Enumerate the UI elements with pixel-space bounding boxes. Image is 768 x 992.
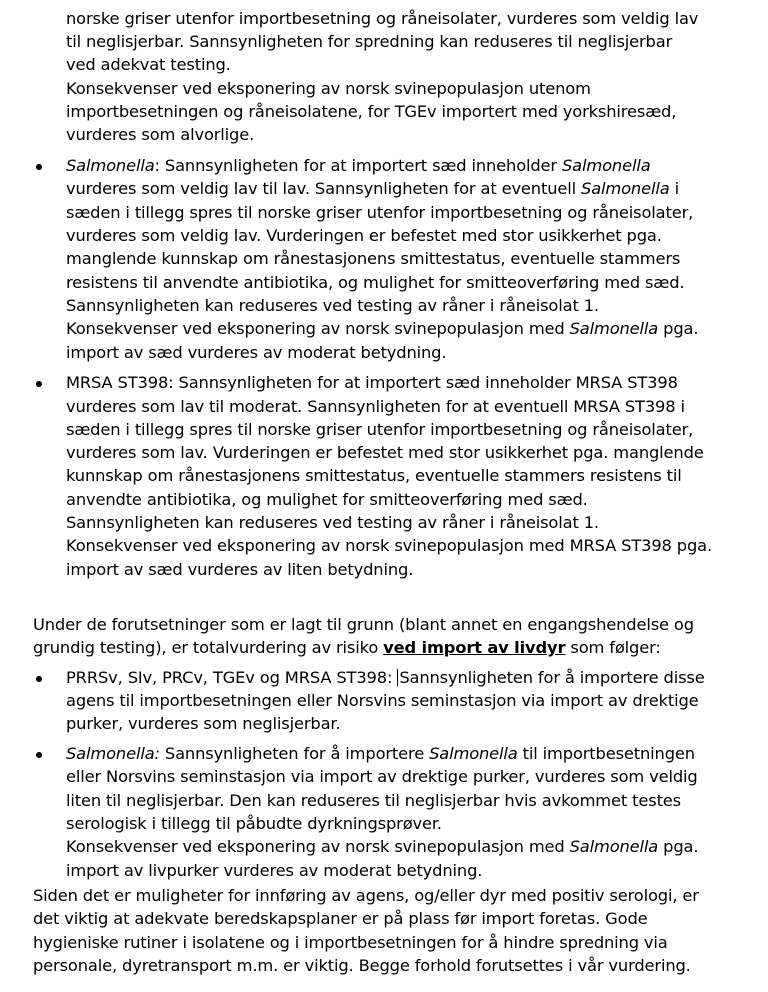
italic-term: Salmonella — [562, 156, 651, 175]
text-line: personale, dyretransport m.m. er viktig. Begge forhold forutsettes i vår vurdering. — [33, 956, 691, 975]
text-line: eller Norsvins seminstasjon via import av drektige purker, vurderes som veldig — [66, 767, 698, 786]
italic-term: Salmonella — [429, 744, 518, 763]
text-line: import av livpurker vurderes av moderat betydning. — [66, 861, 483, 880]
text-line: anvendte antibiotika, og mulighet for smitteoverføring med sæd. — [66, 490, 588, 509]
text-line: vurderes som veldig lav. Vurderingen er befestet med stor usikkerhet pga. — [66, 226, 662, 245]
text-line: import av sæd vurderes av liten betydning. — [66, 560, 414, 579]
text-line: agens til importbesetningen eller Norsvins seminstasjon via import av drektige — [66, 691, 699, 710]
bullet-icon — [36, 381, 42, 387]
text-line: liten til neglisjerbar. Den kan reduseres til neglisjerbar hvis avkommet testes — [66, 791, 682, 810]
text-run: PRRSv, SIv, PRCv, TGEv og MRSA ST398: — [66, 668, 398, 687]
text-line: serologisk i tillegg til påbudte dyrkningsprøver. — [66, 814, 442, 833]
italic-term: Salmonella — [581, 179, 670, 198]
text-line: norske griser utenfor importbesetning og råneisolater, vurderes som veldig lav — [66, 9, 699, 28]
text-line: Konsekvenser ved eksponering av norsk svinepopulasjon utenom — [66, 79, 591, 98]
text-run: til importbesetningen — [517, 744, 695, 763]
text-line: det viktig at adekvate beredskapsplaner er på plass før import foretas. Gode — [33, 909, 648, 928]
text-line: ved adekvat testing. — [66, 55, 231, 74]
italic-term: Salmonella — [569, 837, 659, 856]
text-line: vurderes som alvorlige. — [66, 125, 255, 144]
italic-term: Salmonella: — [66, 744, 160, 763]
text-line — [66, 178, 679, 200]
text-line: Sannsynligheten kan reduseres ved testing av råner i råneisolat 1. — [66, 296, 599, 315]
text-line: purker, vurderes som neglisjerbar. — [66, 714, 341, 733]
text-line: kunnskap om rånestasjonens smittestatus, eventuelle stammers resistens til — [66, 466, 682, 485]
text-run: pga. — [658, 837, 699, 856]
text-line: vurderes som lav til moderat. Sannsynligheten for at eventuell MRSA ST398 i — [66, 397, 685, 416]
text-line — [33, 637, 661, 659]
italic-term: Salmonella — [66, 156, 155, 175]
text-run: grundig testing), er totalvurdering av risiko — [33, 638, 384, 657]
text-run: i — [669, 179, 679, 198]
text-line: Under de forutsetninger som er lagt til grunn (blant annet en engangshendelse og — [33, 615, 694, 634]
text-run: Konsekvenser ved eksponering av norsk svinepopulasjon med — [66, 837, 570, 856]
text-line — [66, 318, 698, 340]
bullet-icon — [36, 164, 42, 170]
text-line: sæden i tillegg spres til norske griser utenfor importbesetning og råneisolater, — [66, 420, 694, 439]
bullet-icon — [36, 676, 42, 682]
text-line: Siden det er muligheter for innføring av agens, og/eller dyr med positiv serologi, er — [33, 886, 699, 905]
text-line — [66, 667, 705, 689]
text-line — [66, 155, 651, 177]
text-line: hygieniske rutiner i isolatene og i importbesetningen for å hindre spredning via — [33, 933, 668, 952]
text-line — [66, 743, 695, 765]
text-run: Konsekvenser ved eksponering av norsk svinepopulasjon med — [66, 319, 570, 338]
text-run: Sannsynligheten for å importere — [159, 744, 430, 763]
text-run: vurderes som veldig lav til lav. Sannsynligheten for at eventuell — [66, 179, 582, 198]
text-line: vurderes som lav. Vurderingen er befestet med stor usikkerhet pga. manglende — [66, 443, 704, 462]
text-run: : Sannsynligheten for at importert sæd inneholder — [154, 156, 562, 175]
emphasis-text: ved import av livdyr — [383, 638, 566, 657]
text-line: manglende kunnskap om rånestasjonens smittestatus, eventuelle stammers — [66, 249, 681, 268]
text-line: sæden i tillegg spres til norske griser utenfor importbesetning og råneisolater, — [66, 203, 694, 222]
italic-term: Salmonella — [569, 319, 659, 338]
text-line: resistens til anvendte antibiotika, og mulighet for smitteoverføring med sæd. — [66, 273, 685, 292]
text-line: Sannsynligheten kan reduseres ved testing av råner i råneisolat 1. — [66, 513, 599, 532]
text-line — [66, 836, 698, 858]
text-run: pga. — [658, 319, 699, 338]
text-line: importbesetningen og råneisolatene, for TGEv importert med yorkshiresæd, — [66, 102, 677, 121]
text-line: MRSA ST398: Sannsynligheten for at importert sæd inneholder MRSA ST398 — [66, 373, 678, 392]
text-line: Konsekvenser ved eksponering av norsk svinepopulasjon med MRSA ST398 pga. — [66, 536, 713, 555]
text-run: som følger: — [565, 638, 661, 657]
text-line: til neglisjerbar. Sannsynligheten for spredning kan reduseres til neglisjerbar — [66, 32, 673, 51]
bullet-icon — [36, 752, 42, 758]
text-line: import av sæd vurderes av moderat betydning. — [66, 343, 447, 362]
text-run: Sannsynligheten for å importere disse — [399, 668, 705, 687]
